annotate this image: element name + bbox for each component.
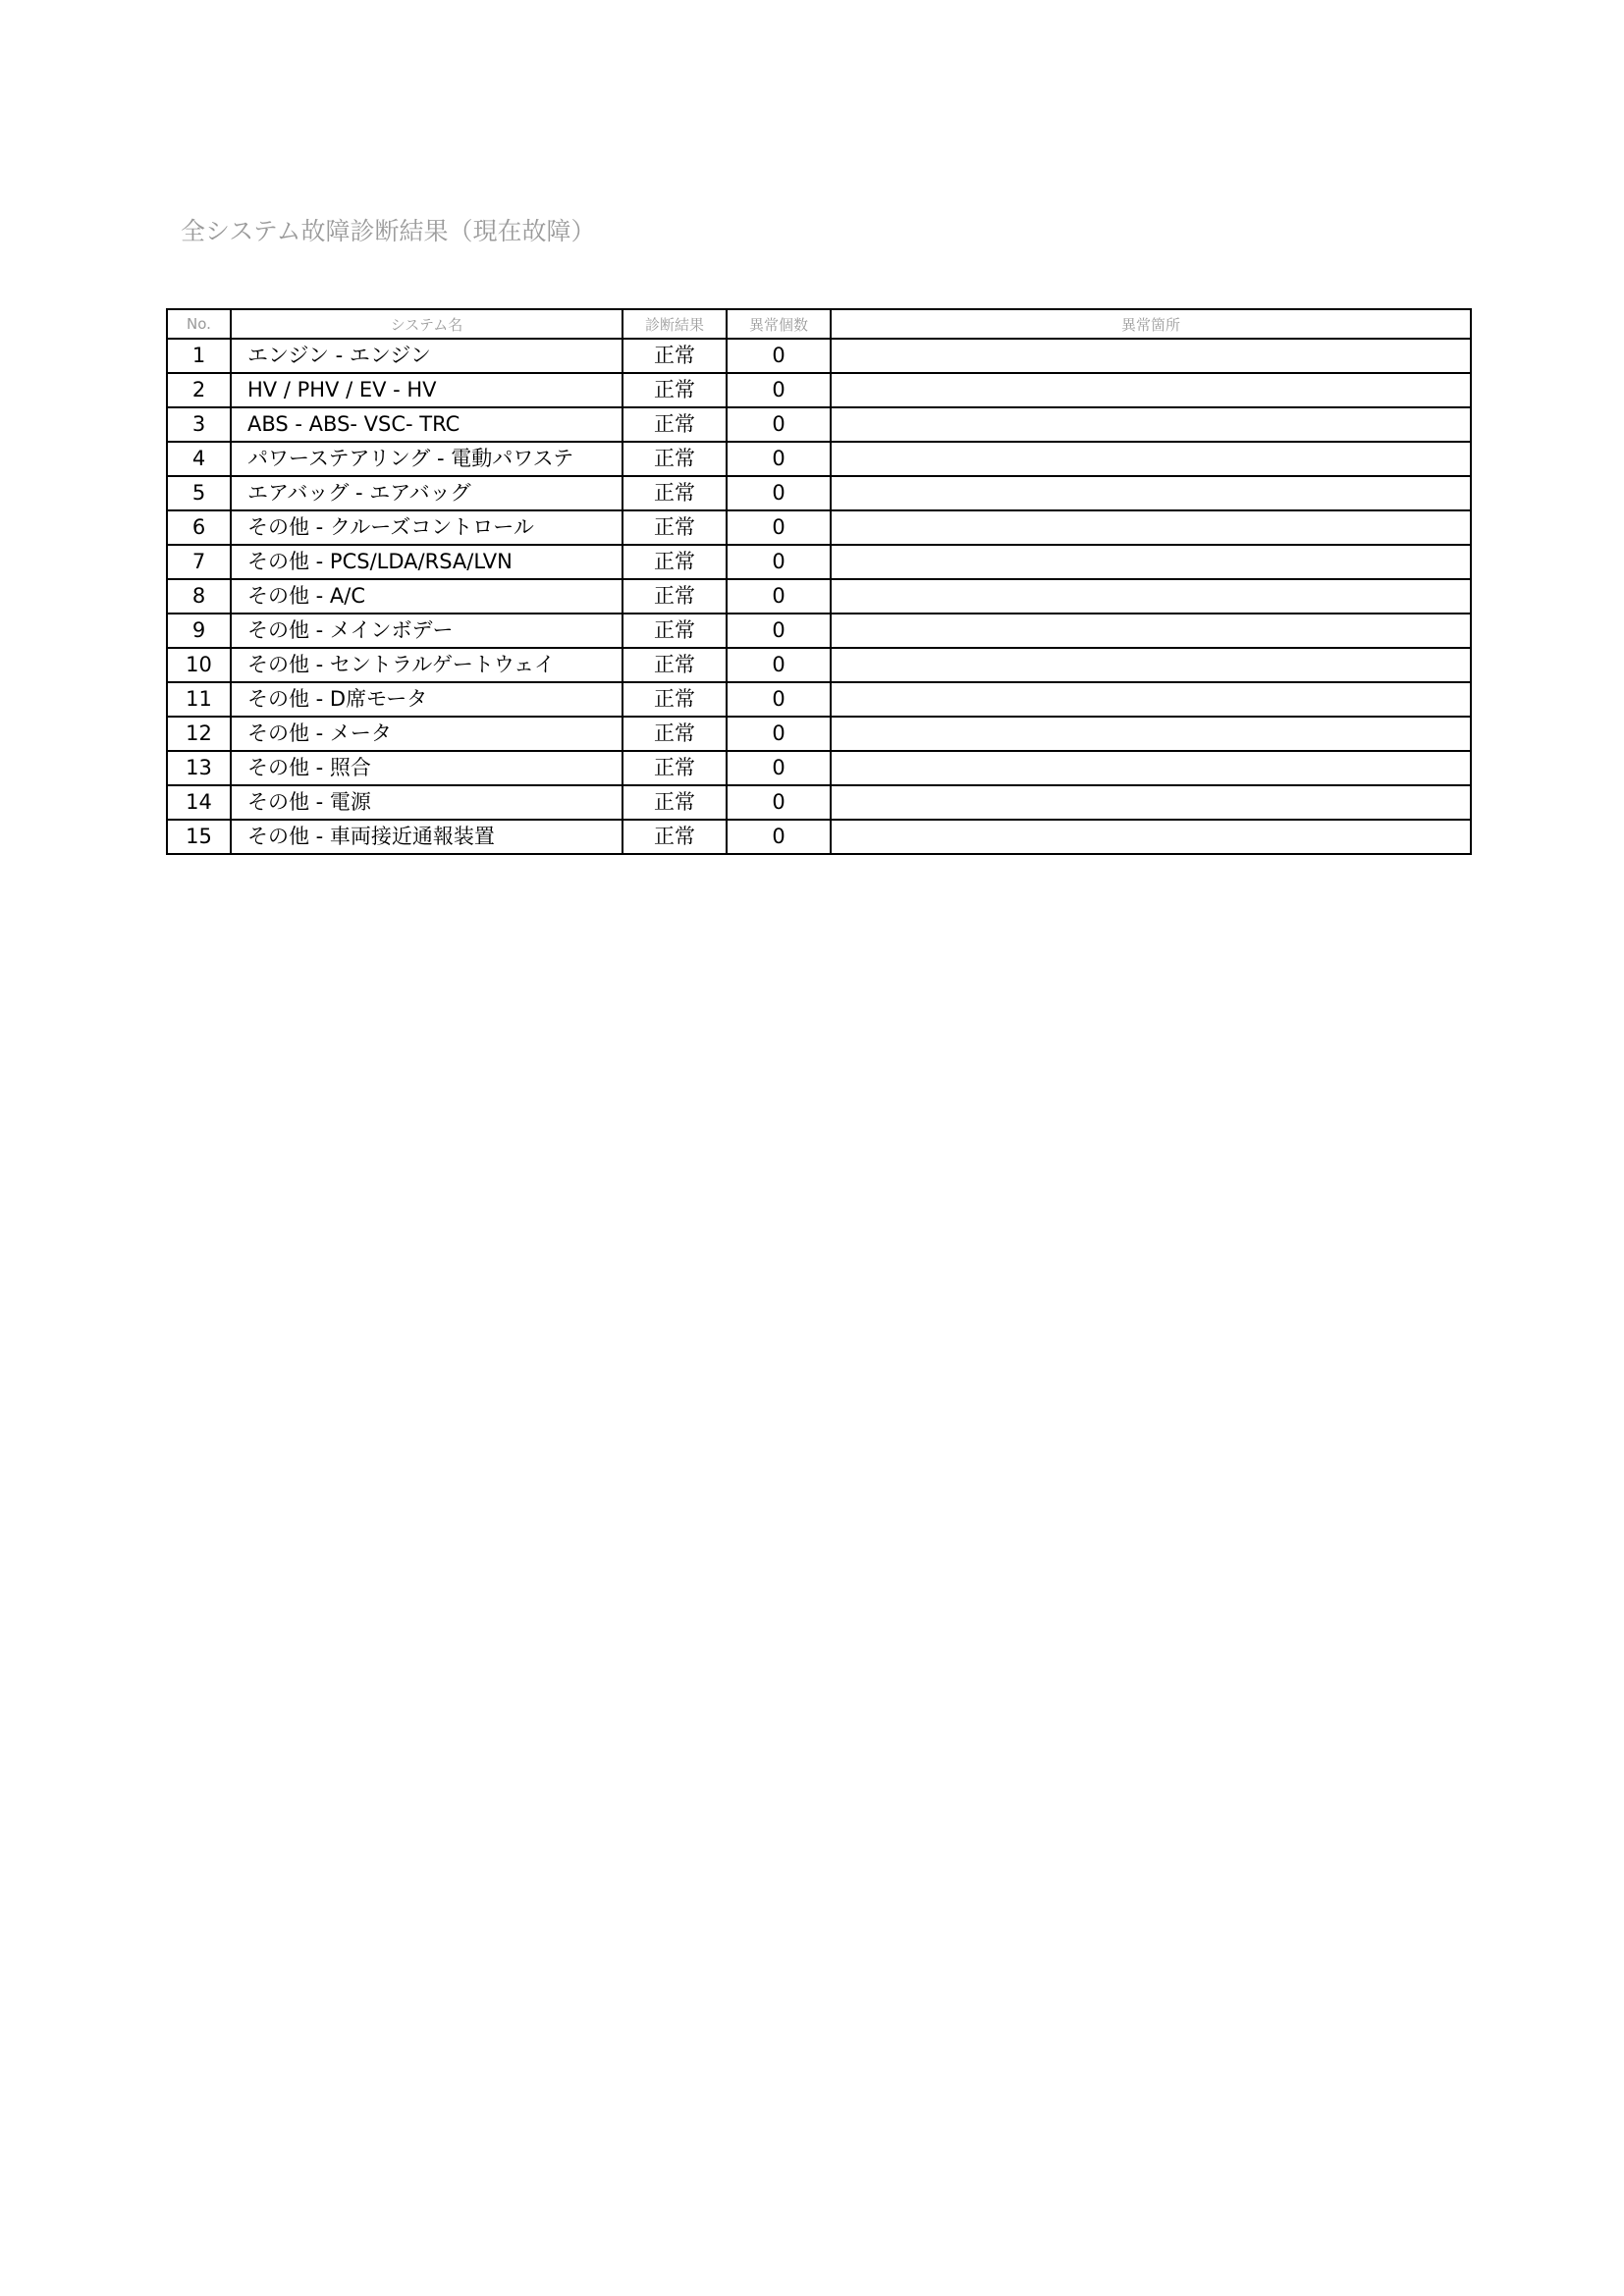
cell-error-location — [831, 614, 1471, 648]
cell-system-name: その他 - メインボデー — [231, 614, 623, 648]
cell-no: 5 — [167, 476, 231, 510]
cell-diagnosis-result: 正常 — [623, 820, 727, 854]
table-header — [167, 309, 1471, 339]
cell-error-count: 0 — [727, 442, 831, 476]
cell-no: 8 — [167, 579, 231, 614]
cell-error-location — [831, 717, 1471, 751]
cell-error-location — [831, 545, 1471, 579]
cell-system-name: その他 - A/C — [231, 579, 623, 614]
cell-system-name: その他 - D席モータ — [231, 682, 623, 717]
cell-error-count: 0 — [727, 476, 831, 510]
cell-diagnosis-result: 正常 — [623, 785, 727, 820]
cell-diagnosis-result: 正常 — [623, 510, 727, 545]
cell-system-name: その他 - 車両接近通報装置 — [231, 820, 623, 854]
cell-error-count: 0 — [727, 820, 831, 854]
page-title: 全システム故障診断結果（現在故障） — [181, 217, 596, 245]
table-body — [167, 339, 1471, 854]
cell-error-location — [831, 407, 1471, 442]
table-row — [167, 614, 1471, 648]
table-row — [167, 579, 1471, 614]
cell-error-count: 0 — [727, 579, 831, 614]
table-row — [167, 442, 1471, 476]
cell-error-count: 0 — [727, 373, 831, 407]
header-error-location: 異常箇所 — [831, 309, 1471, 339]
table-row — [167, 648, 1471, 682]
cell-diagnosis-result: 正常 — [623, 442, 727, 476]
cell-diagnosis-result: 正常 — [623, 476, 727, 510]
cell-system-name: エアバッグ - エアバッグ — [231, 476, 623, 510]
cell-error-count: 0 — [727, 545, 831, 579]
cell-no: 13 — [167, 751, 231, 785]
cell-system-name: その他 - セントラルゲートウェイ — [231, 648, 623, 682]
cell-no: 4 — [167, 442, 231, 476]
cell-error-count: 0 — [727, 407, 831, 442]
header-row — [167, 309, 1471, 339]
cell-no: 11 — [167, 682, 231, 717]
header-diagnosis-result: 診断結果 — [623, 309, 727, 339]
table-row — [167, 545, 1471, 579]
cell-no: 6 — [167, 510, 231, 545]
cell-no: 14 — [167, 785, 231, 820]
cell-no: 2 — [167, 373, 231, 407]
table-row — [167, 339, 1471, 373]
cell-error-location — [831, 579, 1471, 614]
cell-error-count: 0 — [727, 717, 831, 751]
table-row — [167, 717, 1471, 751]
cell-diagnosis-result: 正常 — [623, 648, 727, 682]
cell-error-count: 0 — [727, 510, 831, 545]
cell-no: 12 — [167, 717, 231, 751]
cell-error-location — [831, 648, 1471, 682]
header-no: No. — [167, 309, 231, 339]
table-row — [167, 751, 1471, 785]
cell-system-name: その他 - クルーズコントロール — [231, 510, 623, 545]
cell-system-name: HV / PHV / EV - HV — [231, 373, 623, 407]
cell-no: 10 — [167, 648, 231, 682]
cell-no: 1 — [167, 339, 231, 373]
table-row — [167, 510, 1471, 545]
cell-system-name: その他 - 照合 — [231, 751, 623, 785]
cell-error-count: 0 — [727, 614, 831, 648]
header-error-count: 異常個数 — [727, 309, 831, 339]
cell-no: 7 — [167, 545, 231, 579]
cell-error-count: 0 — [727, 682, 831, 717]
table-row — [167, 476, 1471, 510]
cell-diagnosis-result: 正常 — [623, 545, 727, 579]
cell-error-location — [831, 510, 1471, 545]
cell-diagnosis-result: 正常 — [623, 407, 727, 442]
table-row — [167, 785, 1471, 820]
cell-error-count: 0 — [727, 339, 831, 373]
cell-no: 15 — [167, 820, 231, 854]
cell-no: 3 — [167, 407, 231, 442]
table-row — [167, 682, 1471, 717]
cell-error-location — [831, 682, 1471, 717]
header-system-name: システム名 — [231, 309, 623, 339]
table-row — [167, 373, 1471, 407]
cell-system-name: その他 - メータ — [231, 717, 623, 751]
cell-diagnosis-result: 正常 — [623, 579, 727, 614]
cell-diagnosis-result: 正常 — [623, 717, 727, 751]
cell-error-count: 0 — [727, 751, 831, 785]
cell-diagnosis-result: 正常 — [623, 751, 727, 785]
cell-diagnosis-result: 正常 — [623, 682, 727, 717]
cell-error-location — [831, 751, 1471, 785]
cell-diagnosis-result: 正常 — [623, 339, 727, 373]
cell-error-location — [831, 373, 1471, 407]
cell-system-name: その他 - PCS/LDA/RSA/LVN — [231, 545, 623, 579]
cell-error-count: 0 — [727, 785, 831, 820]
cell-error-location — [831, 442, 1471, 476]
cell-error-location — [831, 785, 1471, 820]
table-row — [167, 820, 1471, 854]
cell-error-location — [831, 820, 1471, 854]
diagnosis-table — [166, 308, 1472, 855]
table-row — [167, 407, 1471, 442]
cell-diagnosis-result: 正常 — [623, 373, 727, 407]
cell-system-name: ABS - ABS- VSC- TRC — [231, 407, 623, 442]
cell-system-name: パワーステアリング - 電動パワステ — [231, 442, 623, 476]
cell-system-name: エンジン - エンジン — [231, 339, 623, 373]
cell-error-location — [831, 339, 1471, 373]
cell-system-name: その他 - 電源 — [231, 785, 623, 820]
cell-error-location — [831, 476, 1471, 510]
cell-error-count: 0 — [727, 648, 831, 682]
cell-no: 9 — [167, 614, 231, 648]
cell-diagnosis-result: 正常 — [623, 614, 727, 648]
